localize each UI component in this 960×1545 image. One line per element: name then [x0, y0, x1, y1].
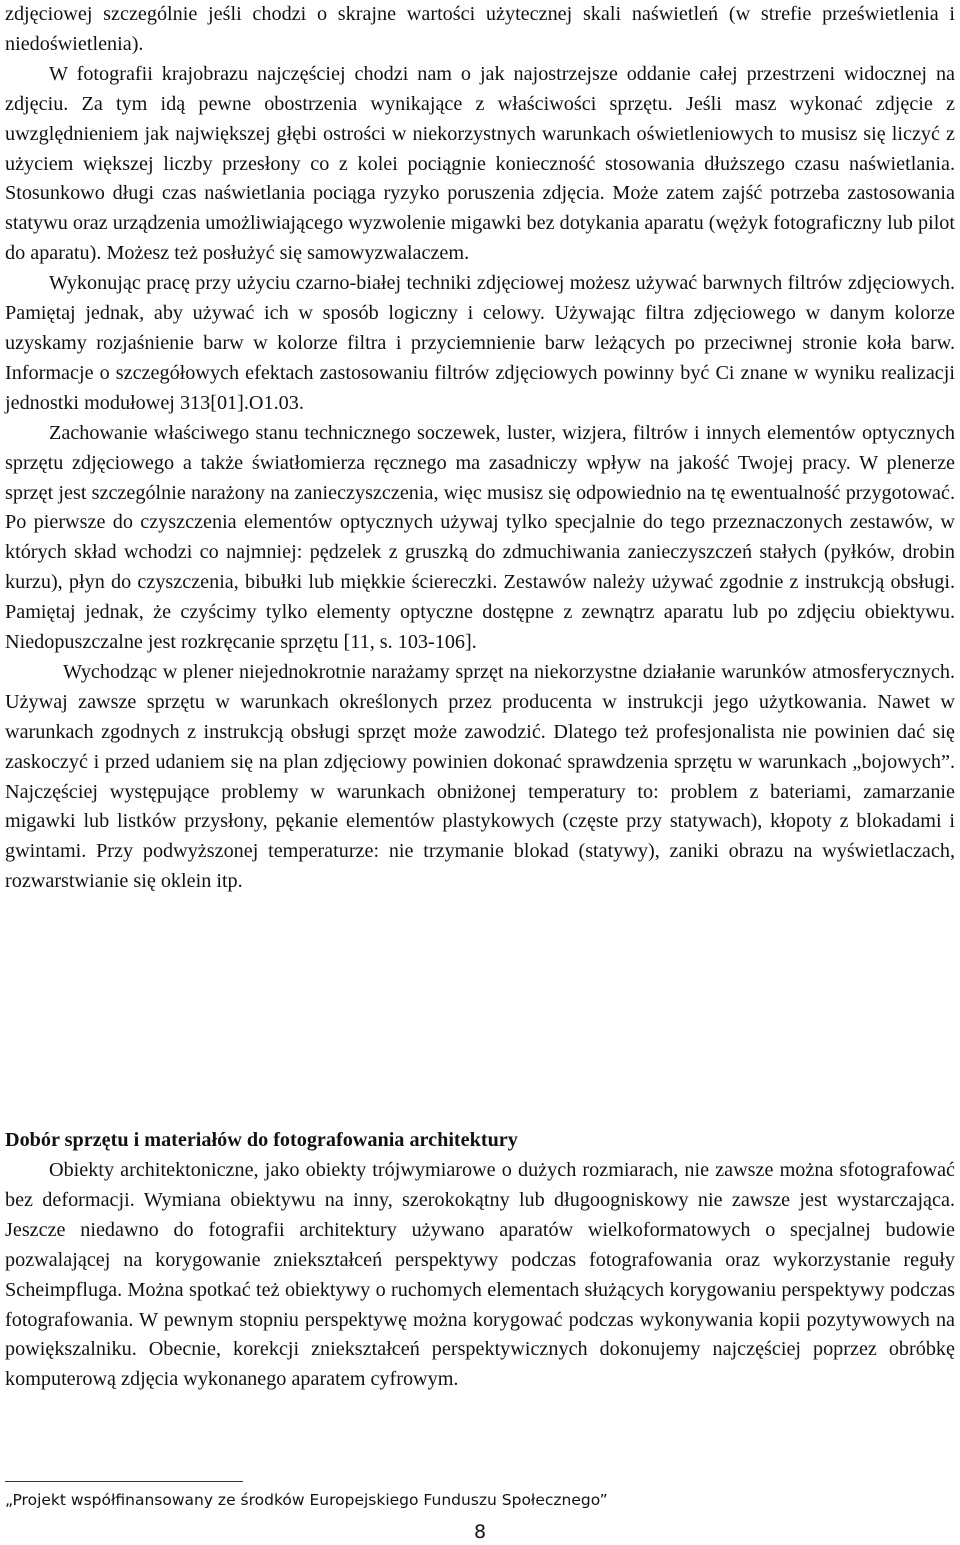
paragraph: Wykonując pracę przy użyciu czarno-białej techniki zdjęciowej możesz używać barwnych filtrów zdjęciowych. Pamiętaj jednak, aby używać ich w sposób logiczny i celowy. Używając filtra zdjęciowego w danym kolorze uzyskamy rozjaśnienie barw w kolorze filtra i przyciemnienie barw leżących po przeciwnej stronie koła barw. Informacje o szczegółowych efektach zastosowaniu filtrów zdjęciowych powinny być Ci znane w wyniku realizacji jednostki modułowej 313[01].O1.03.	[5, 272, 955, 414]
paragraph: zdjęciowej szczególnie jeśli chodzi o skrajne wartości użytecznej skali naświetleń (w strefie prześwietlenia i niedoświetlenia).	[5, 3, 955, 55]
footer-funding-note: „Projekt współfinansowany ze środków Europejskiego Funduszu Społecznego”	[5, 1491, 608, 1509]
paragraph: W fotografii krajobrazu najczęściej chodzi nam o jak najostrzejsze oddanie całej przestrzeni widocznej na zdjęciu. Za tym idą pewne obostrzenia wynikające z właściwości sprzętu. Jeśli masz wykonać zdjęcie z uwzględnieniem jak największej głębi ostrości w niekorzystnych warunkach oświetleniowych to musisz się liczyć z użyciem większej liczby przesłony co z kolei pociągnie konieczność stosowania dłuższego czasu naświetlania. Stosunkowo długi czas naświetlania pociąga ryzyko poruszenia zdjęcia. Może zatem zajść potrzeba zastosowania statywu oraz urządzenia umożliwiającego wyzwolenie migawki bez dotykania aparatu (wężyk fotograficzny lub pilot do aparatu). Możesz też posłużyć się samowyzwalaczem.	[5, 62, 955, 265]
section-heading: Dobór sprzętu i materiałów do fotografowania architektury	[5, 1129, 518, 1151]
paragraph: Obiekty architektoniczne, jako obiekty trójwymiarowe o dużych rozmiarach, nie zawsze można sfotografować bez deformacji. Wymiana obiektywu na inny, szerokokątny lub długoogniskowy nie zawsze jest wystarczająca. Jeszcze niedawno do fotografii architektury używano aparatów wielkoformatowych o specjalnej budowie pozwalającej na korygowanie zniekształceń perspektywy podczas fotografowania oraz wykorzystanie reguły Scheimpfluga. Można spotkać też obiektywy o ruchomych elementach służących korygowaniu perspektywy podczas fotografowania. W pewnym stopniu perspektywę można korygować podczas wykonywania kopii pozytywowych na powiększalniku. Obecnie, korekcji zniekształceń perspektywicznych dokonujemy najczęściej poprzez obróbkę komputerową zdjęcia wykonanego aparatem cyfrowym.	[5, 1159, 955, 1391]
paragraph: Wychodząc w plener niejednokrotnie narażamy sprzęt na niekorzystne działanie warunków atmosferycznych. Używaj zawsze sprzętu w warunkach określonych przez producenta w instrukcji jego użytkowania. Nawet w warunkach zgodnych z instrukcją obsługi sprzęt może zawodzić. Dlatego też profesjonalista nie powinien dać się zaskoczyć i przed udaniem się na plan zdjęciowy powinien dokonać sprawdzenia sprzętu w warunkach „bojowych”. Najczęściej występujące problemy w warunkach obniżonej temperatury to: problem z bateriami, zamarzanie migawki lub listków przysłony, pękanie elementów plastykowych (częste przy statywach), kłopoty z blokadami i gwintami. Przy podwyższonej temperaturze: nie trzymanie blokad (statywy), zaniki obrazu na wyświetlaczach, rozwarstwianie się oklein itp.	[5, 660, 955, 893]
page-number: 8	[473, 1521, 487, 1543]
body-text-top	[5, 0, 955, 897]
footer-divider	[5, 1481, 243, 1482]
body-text-section	[5, 1156, 955, 1395]
paragraph: Zachowanie właściwego stanu technicznego soczewek, luster, wizjera, filtrów i innych elementów optycznych sprzętu zdjęciowego a także światłomierza ręcznego ma zasadniczy wpływ na jakość Twojej pracy. W plenerze sprzęt jest szczególnie narażony na zanieczyszczenia, więc musisz się odpowiednio na tę ewentualność przygotować. Po pierwsze do czyszczenia elementów optycznych używaj tylko specjalnie do tego przeznaczonych zestawów, w których skład wchodzi co najmniej: pędzelek z gruszką do zdmuchiwania zanieczyszczeń stałych (pyłków, drobin kurzu), płyn do czyszczenia, bibułki lub miękkie ściereczki. Zestawów należy używać zgodnie z instrukcją obsługi. Pamiętaj jednak, że czyścimy tylko elementy optyczne dostępne z zewnątrz aparatu lub po zdjęciu obiektywu. Niedopuszczalne jest rozkręcanie sprzętu [11, s. 103-106].	[5, 421, 955, 654]
